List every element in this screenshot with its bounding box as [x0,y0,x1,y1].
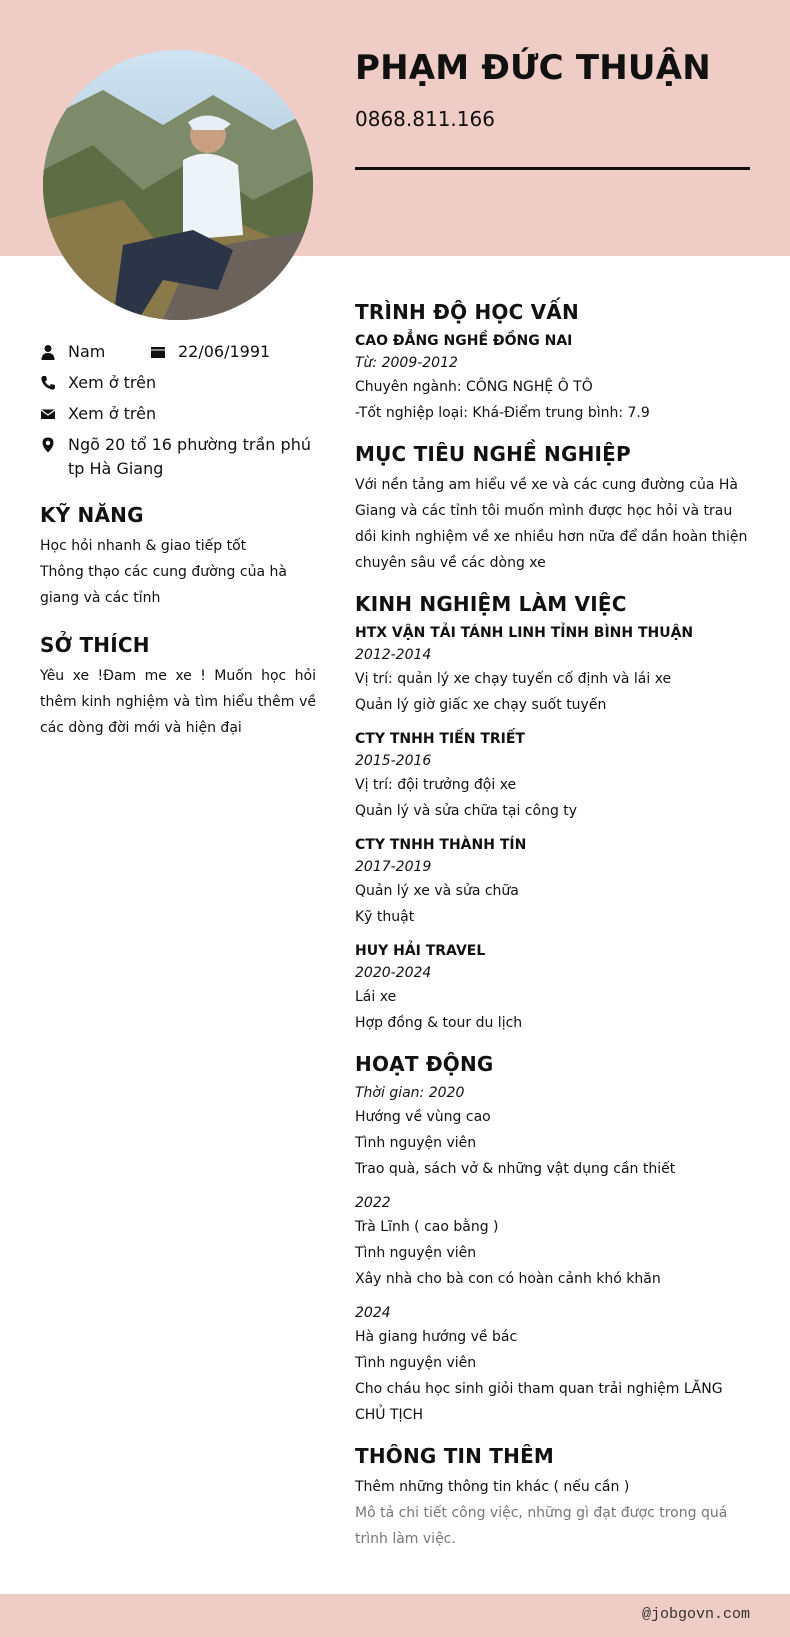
activity-period: 2024 [355,1305,391,1321]
extra-info-title: THÔNG TIN THÊM [355,1444,555,1468]
gender-birthday-row [40,340,316,364]
job-line: Vị trí: đội trưởng đội xe [355,777,517,793]
experience-title: KINH NGHIỆM LÀM VIỆC [355,592,627,616]
activity-line: Tình nguyện viên [355,1245,477,1261]
activity-line: Tình nguyện viên [355,1135,477,1151]
right-column [355,300,750,1568]
job-company: CTY TNHH THÀNH TÍN [355,837,527,853]
job-line: Hợp đồng & tour du lịch [355,1015,523,1031]
activity-line: Hà giang hướng về bác [355,1329,518,1345]
education-period: Từ: 2009-2012 [355,355,458,371]
hobbies-text: Yêu xe !Đam me xe ! Muốn học hỏi thêm kinh nghiệm và tìm hiểu thêm về các dòng đời mới và hiện đại [40,668,316,736]
extra-info-section [355,1444,750,1552]
job-company: HUY HẢI TRAVEL [355,943,486,959]
activity-line: Xây nhà cho bà con có hoàn cảnh khó khăn [355,1271,661,1287]
left-column [40,340,316,741]
job-entry [355,940,750,1036]
job-entry [355,834,750,930]
objective-section [355,442,750,576]
job-line: Lái xe [355,989,397,1005]
activity-line: Tình nguyện viên [355,1355,477,1371]
activity-line: Trao quà, sách vở & những vật dụng cần thiết [355,1161,676,1177]
skill-item: Học hỏi nhanh & giao tiếp tốt [40,538,247,554]
education-major: Chuyên ngành: CÔNG NGHỆ Ô TÔ [355,379,593,395]
location-pin-icon [40,437,56,453]
activities-title: HOẠT ĐỘNG [355,1052,494,1076]
activity-entry [355,1082,750,1182]
job-company: CTY TNHH TIẾN TRIẾT [355,731,525,747]
phone-icon [40,375,56,391]
activities-section [355,1052,750,1428]
job-line: Quản lý xe và sửa chữa [355,883,519,899]
footer-watermark: @jobgovn.com [641,1606,750,1623]
objective-text: Với nền tảng am hiểu về xe và các cung đường của Hà Giang và các tỉnh tôi muốn mình được học hỏi và trau dồi kinh nghiệm về xe nhiều hơn nữa để dần hoàn thiện chuyên sâu về các dòng xe [355,477,748,571]
calendar-icon [150,344,166,360]
job-line: Vị trí: quản lý xe chạy tuyến cố định và lái xe [355,671,672,687]
person-icon [40,344,56,360]
job-entry [355,622,750,718]
hobbies-title: SỞ THÍCH [40,633,150,657]
job-line: Quản lý giờ giấc xe chạy suốt tuyến [355,697,607,713]
address-value: Ngõ 20 tổ 16 phường trần phú tp Hà Giang [68,435,311,478]
name-divider [355,167,750,170]
activity-line: Hướng về vùng cao [355,1109,491,1125]
address-row [40,433,316,481]
activity-line: Trà Lĩnh ( cao bằng ) [355,1219,499,1235]
phone-row [40,371,316,395]
candidate-name: PHẠM ĐỨC THUẬN [355,48,711,88]
job-period: 2017-2019 [355,859,432,875]
activity-entry [355,1192,750,1292]
extra-info-line: Thêm những thông tin khác ( nếu cần ) [355,1479,630,1495]
activity-period: Thời gian: 2020 [355,1085,465,1101]
objective-title: MỤC TIÊU NGHỀ NGHIỆP [355,442,631,466]
activity-period: 2022 [355,1195,391,1211]
mail-icon [40,406,56,422]
extra-info-description: Mô tả chi tiết công việc, những gì đạt được trong quá trình làm việc. [355,1505,728,1547]
activity-entry [355,1302,750,1428]
skills-title: KỸ NĂNG [40,503,144,527]
phone-field-value: Xem ở trên [68,373,157,392]
job-period: 2020-2024 [355,965,432,981]
job-line: Kỹ thuật [355,909,415,925]
school-name: CAO ĐẲNG NGHỀ ĐỒNG NAI [355,333,573,349]
job-company: HTX VẬN TẢI TÁNH LINH TỈNH BÌNH THUẬN [355,625,694,641]
birthday-value: 22/06/1991 [178,342,271,361]
job-entry [355,728,750,824]
education-section [355,300,750,426]
job-period: 2015-2016 [355,753,432,769]
job-line: Quản lý và sửa chữa tại công ty [355,803,578,819]
skill-item: Thông thạo các cung đường của hà giang và các tỉnh [40,564,287,606]
activity-line: Cho cháu học sinh giỏi tham quan trải nghiệm LĂNG CHỦ TỊCH [355,1381,723,1423]
email-field-value: Xem ở trên [68,404,157,423]
experience-section [355,592,750,1036]
gender-value: Nam [68,342,106,361]
job-period: 2012-2014 [355,647,432,663]
candidate-phone: 0868.811.166 [355,107,495,131]
email-row [40,402,316,426]
profile-photo [43,50,313,320]
education-title: TRÌNH ĐỘ HỌC VẤN [355,300,579,324]
education-grade: -Tốt nghiệp loại: Khá-Điểm trung bình: 7.9 [355,405,650,421]
